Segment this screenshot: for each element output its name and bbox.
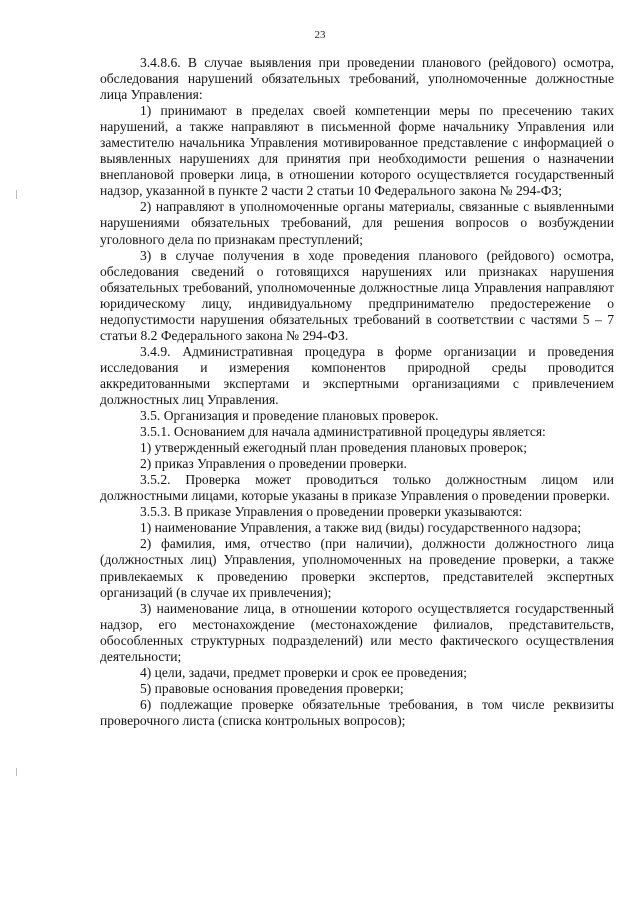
paragraph: 1) утвержденный ежегодный план проведения плановых проверок;	[140, 440, 528, 456]
document-body	[100, 55, 614, 729]
paragraph: 3) в случае получения в ходе проведения планового (рейдового) осмотра, обследования сведений о готовящихся нарушениях или признаках нарушения обязательных требований, уполномоченные должностные лица Управления направляют юридическому лицу, индивидуальному предпринимателю предостережение о недопустимости нарушения обязательных требований в соответствии с частями 5 – 7 статьи 8.2 Федерального закона № 294-ФЗ.	[100, 247, 614, 343]
scan-edge-mark	[16, 190, 17, 199]
paragraph: 1) наименование Управления, а также вид (виды) государственного надзора;	[140, 520, 582, 536]
paragraph: 2) приказ Управления о проведении проверки.	[140, 456, 407, 472]
paragraph: 1) принимают в пределах своей компетенции меры по пресечению таких нарушений, а также направляют в письменной форме начальнику Управления или заместителю начальника Управления мотивированное представление с информацией о выявленных нарушениях для принятия при необходимости решения о назначении внеплановой проверки лица, в отношении которого осуществляется государственный надзор, указанной в пункте 2 части 2 статьи 10 Федерального закона № 294-ФЗ;	[100, 103, 614, 199]
paragraph: 3.4.9. Административная процедура в форме организации и проведения исследования и измерения компонентов природной среды проводится аккредитованными экспертами и экспертными организациями с привлечением должностных лиц Управления.	[100, 343, 614, 407]
paragraph: 3.5.1. Основанием для начала административной процедуры является:	[140, 424, 546, 440]
paragraph: 3.5.3. В приказе Управления о проведении проверки указываются:	[140, 504, 523, 520]
paragraph: 6) подлежащие проверке обязательные требования, в том числе реквизиты проверочного листа (списка контрольных вопросов);	[100, 696, 614, 728]
paragraph: 5) правовые основания проведения проверки;	[140, 680, 404, 696]
paragraph: 2) фамилия, имя, отчество (при наличии), должности должностного лица (должностных лиц) Управления, уполномоченных на проведение проверки, а также привлекаемых к проведению проверки экспертов, представителей экспертных организаций (в случае их привлечения);	[100, 536, 614, 600]
paragraph: 3) наименование лица, в отношении которого осуществляется государственный надзор, его местонахождение (местонахождение филиалов, представительств, обособленных структурных подразделений) или место фактического осуществления деятельности;	[100, 600, 614, 664]
page-number: 23	[314, 29, 326, 41]
paragraph: 4) цели, задачи, предмет проверки и срок ее проведения;	[140, 664, 467, 680]
paragraph: 2) направляют в уполномоченные органы материалы, связанные с выявленными нарушениями обязательных требований, для решения вопросов о возбуждении уголовного дела по признакам преступлений;	[100, 199, 614, 247]
paragraph: 3.5.2. Проверка может проводиться только должностным лицом или должностными лицами, которые указаны в приказе Управления о проведении проверки.	[100, 472, 614, 504]
scan-edge-mark	[16, 768, 17, 776]
paragraph: 3.4.8.6. В случае выявления при проведении планового (рейдового) осмотра, обследования нарушений обязательных требований, уполномоченные должностные лица Управления:	[100, 55, 614, 103]
paragraph: 3.5. Организация и проведение плановых проверок.	[140, 408, 439, 424]
